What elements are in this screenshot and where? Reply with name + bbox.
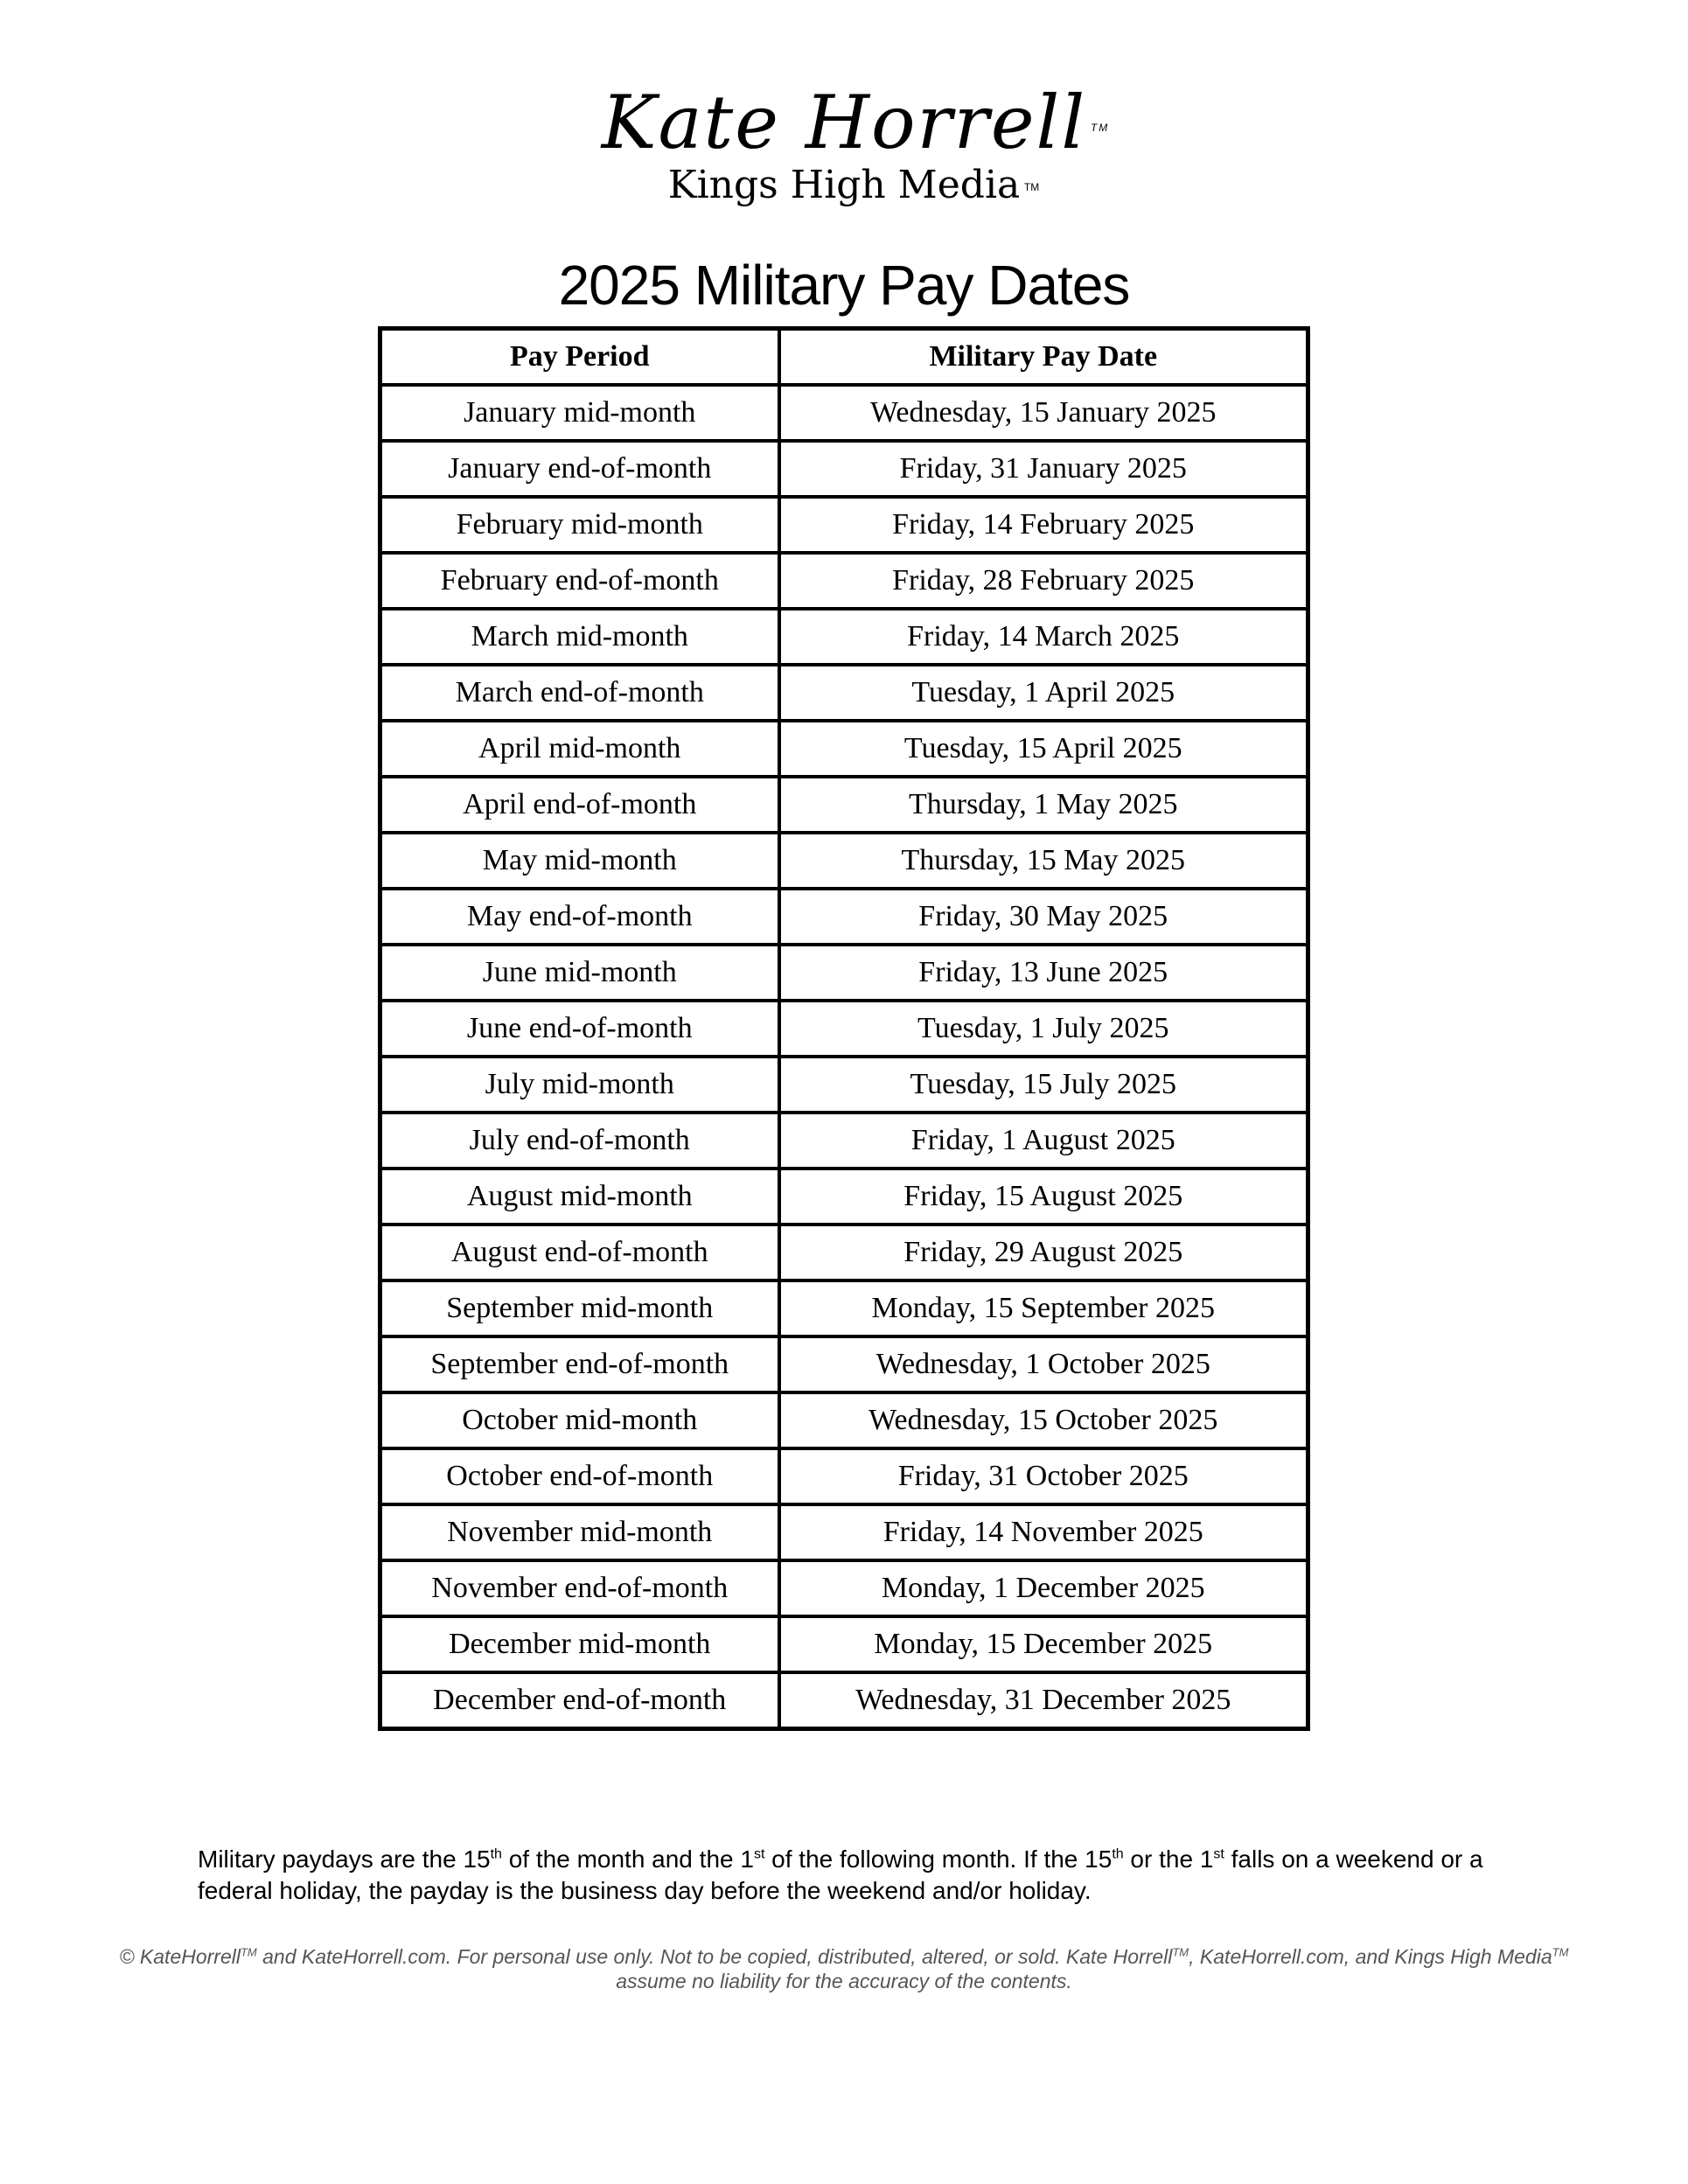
logo-subtitle-text: Kings High Media [667,163,1021,207]
pay-period-cell: August end-of-month [380,1225,779,1280]
pay-period-cell: December end-of-month [380,1672,779,1729]
pay-period-cell: November end-of-month [380,1560,779,1616]
copyright-text: and KateHorrell.com. For personal use only. Not to be copied, distributed, altered, or sold. Kate Horrell [256,1945,1173,1968]
table-row [380,1504,1308,1560]
note-text: of the following month. If the 15 [764,1846,1113,1873]
note-text: of the month and the 1 [501,1846,754,1873]
pay-dates-table [378,326,1310,1731]
ordinal-suffix: st [1213,1846,1224,1862]
table-row [380,1616,1308,1672]
column-header-pay-date: Military Pay Date [779,329,1308,386]
pay-date-cell: Friday, 14 November 2025 [779,1504,1308,1560]
copyright-text: © KateHorrell [119,1945,241,1968]
logo-script-text: Kate Horrell [601,80,1087,165]
table-row [380,833,1308,889]
ordinal-suffix: st [753,1846,765,1862]
pay-period-cell: June end-of-month [380,1001,779,1057]
pay-period-cell: July mid-month [380,1057,779,1113]
pay-date-cell: Friday, 15 August 2025 [779,1169,1308,1225]
table-row [380,777,1308,833]
pay-date-cell: Thursday, 15 May 2025 [779,833,1308,889]
pay-date-cell: Wednesday, 1 October 2025 [779,1336,1308,1392]
pay-period-cell: February end-of-month [380,553,779,609]
trademark-mark: TM [1023,181,1040,193]
table-row [380,497,1308,553]
pay-period-cell: June mid-month [380,945,779,1001]
pay-date-cell: Friday, 31 October 2025 [779,1448,1308,1504]
trademark-mark: TM [240,1945,257,1959]
table-row [380,1001,1308,1057]
pay-date-cell: Friday, 14 February 2025 [779,497,1308,553]
pay-period-cell: April end-of-month [380,777,779,833]
table-row [380,1672,1308,1729]
copyright-disclaimer [96,1944,1592,1993]
logo-script-name [601,79,1110,166]
pay-period-cell: September end-of-month [380,1336,779,1392]
pay-date-cell: Friday, 29 August 2025 [779,1225,1308,1280]
pay-date-cell: Wednesday, 31 December 2025 [779,1672,1308,1729]
trademark-mark: TM [1552,1945,1569,1959]
pay-date-cell: Friday, 30 May 2025 [779,889,1308,945]
ordinal-suffix: th [490,1846,502,1862]
table-row [380,609,1308,665]
pay-date-cell: Tuesday, 1 April 2025 [779,665,1308,721]
pay-date-cell: Friday, 14 March 2025 [779,609,1308,665]
logo-subtitle [667,163,1040,208]
table-row [380,1280,1308,1336]
pay-date-cell: Monday, 15 December 2025 [779,1616,1308,1672]
note-text: or the 1 [1123,1846,1214,1873]
pay-date-cell: Thursday, 1 May 2025 [779,777,1308,833]
table-row [380,721,1308,777]
pay-date-cell: Friday, 28 February 2025 [779,553,1308,609]
table-row [380,441,1308,497]
pay-period-cell: May mid-month [380,833,779,889]
pay-date-cell: Friday, 1 August 2025 [779,1113,1308,1169]
copyright-text: assume no liability for the accuracy of the contents. [616,1970,1072,1992]
pay-period-cell: November mid-month [380,1504,779,1560]
page-title: 2025 Military Pay Dates [558,254,1130,317]
pay-date-cell: Tuesday, 15 April 2025 [779,721,1308,777]
ordinal-suffix: th [1112,1846,1124,1862]
pay-date-cell: Monday, 1 December 2025 [779,1560,1308,1616]
pay-period-cell: October mid-month [380,1392,779,1448]
payday-rule-note [198,1844,1510,1907]
table-row [380,1392,1308,1448]
table-body [380,385,1308,1729]
pay-period-cell: September mid-month [380,1280,779,1336]
pay-period-cell: July end-of-month [380,1113,779,1169]
copyright-text: , KateHorrell.com, and Kings High Media [1189,1945,1552,1968]
table-row [380,1560,1308,1616]
table-row [380,1057,1308,1113]
pay-period-cell: April mid-month [380,721,779,777]
pay-period-cell: August mid-month [380,1169,779,1225]
table-row [380,385,1308,441]
note-text: falls on a weekend or a federal holiday, the payday is the business day before the weekend and/or holiday. [198,1846,1483,1904]
table-header-row [380,329,1308,386]
trademark-mark: TM [1172,1945,1189,1959]
table-row [380,1169,1308,1225]
table-row [380,1448,1308,1504]
pay-date-cell: Monday, 15 September 2025 [779,1280,1308,1336]
pay-period-cell: February mid-month [380,497,779,553]
table-row [380,665,1308,721]
table-row [380,1336,1308,1392]
table-row [380,945,1308,1001]
pay-period-cell: October end-of-month [380,1448,779,1504]
pay-period-cell: May end-of-month [380,889,779,945]
pay-date-cell: Friday, 13 June 2025 [779,945,1308,1001]
pay-period-cell: January mid-month [380,385,779,441]
pay-period-cell: January end-of-month [380,441,779,497]
brand-logo [0,79,1688,208]
pay-period-cell: December mid-month [380,1616,779,1672]
column-header-pay-period: Pay Period [380,329,779,386]
table-row [380,889,1308,945]
table-row [380,1225,1308,1280]
trademark-mark: TM [1090,122,1110,134]
pay-period-cell: March end-of-month [380,665,779,721]
table-row [380,1113,1308,1169]
pay-date-cell: Wednesday, 15 January 2025 [779,385,1308,441]
pay-date-cell: Friday, 31 January 2025 [779,441,1308,497]
note-text: Military paydays are the 15 [198,1846,491,1873]
table-row [380,553,1308,609]
pay-period-cell: March mid-month [380,609,779,665]
pay-date-cell: Wednesday, 15 October 2025 [779,1392,1308,1448]
pay-date-cell: Tuesday, 15 July 2025 [779,1057,1308,1113]
pay-date-cell: Tuesday, 1 July 2025 [779,1001,1308,1057]
